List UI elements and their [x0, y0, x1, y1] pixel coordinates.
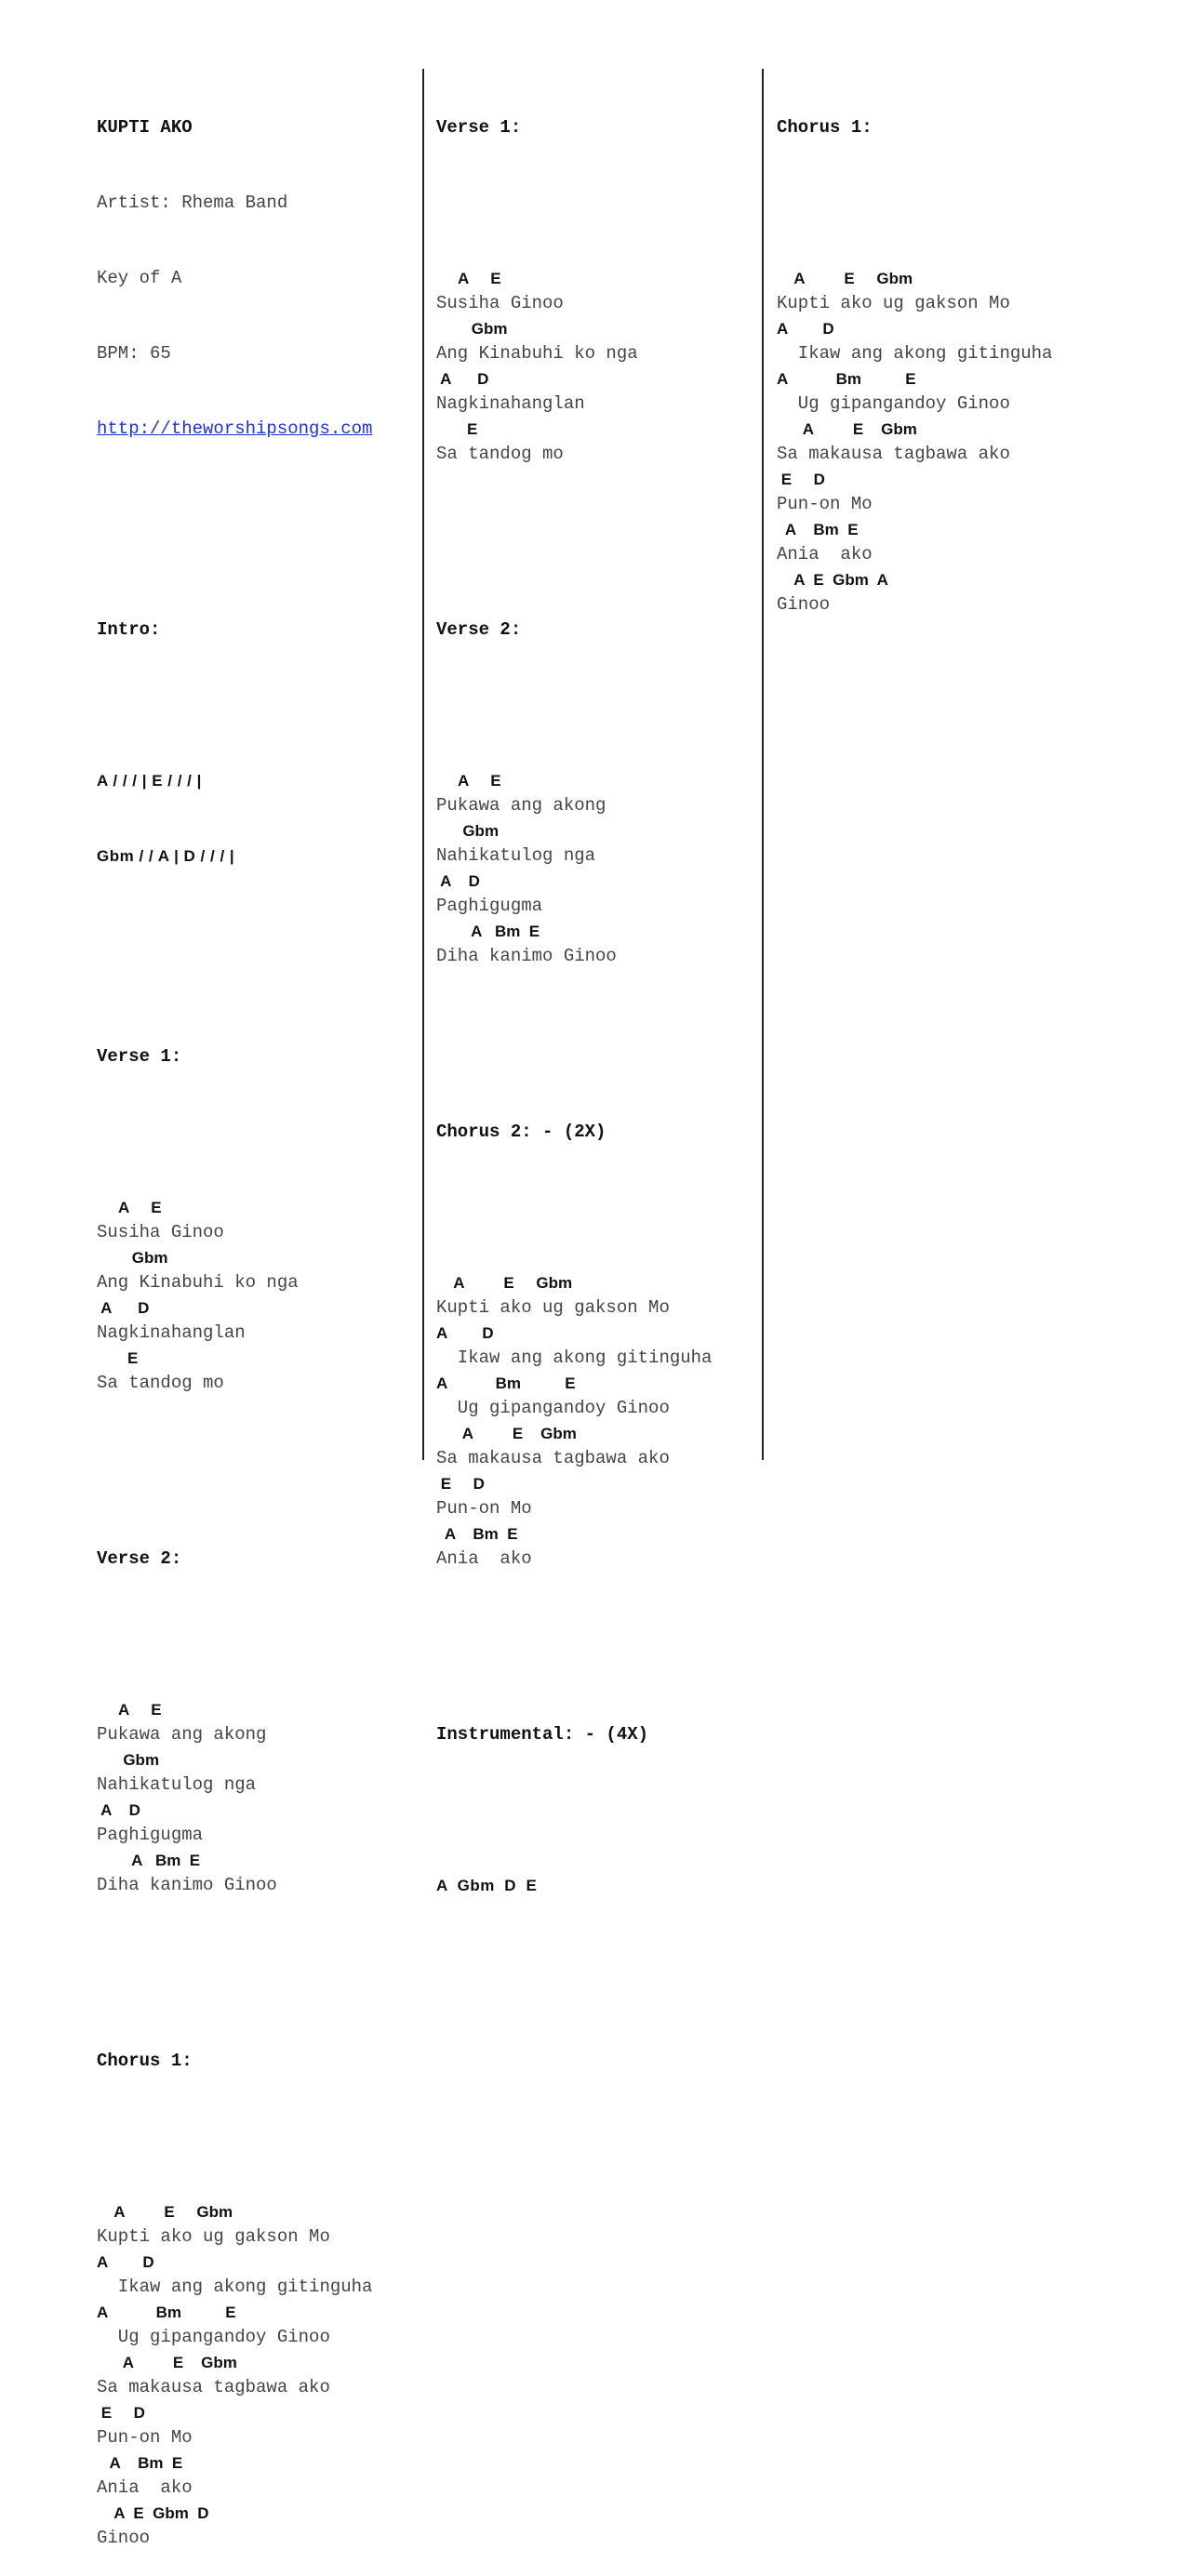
lyric-line: Sa tandog mo [436, 444, 564, 464]
lyric-line: Susiha Ginoo [97, 1222, 224, 1242]
lyric-line: Kupti ako ug gakson Mo [97, 2226, 330, 2247]
chord-line: A E Gbm [436, 1274, 573, 1292]
chord-line: A E Gbm [777, 420, 917, 438]
chord-line: A E Gbm [436, 1425, 577, 1442]
chord-line: A Bm E [436, 923, 540, 940]
chord-line: Gbm [97, 1751, 160, 1769]
lyric-line: Ania ako [97, 2477, 193, 2498]
chord-line: Gbm [436, 320, 508, 338]
lyric-line: Kupti ako ug gakson Mo [436, 1297, 670, 1318]
chord-line: A D [97, 1299, 150, 1317]
chord-line: A Bm E [777, 370, 916, 388]
intro-progression-line: A / / / | E / / / | [97, 772, 202, 790]
song-key: Key of A [97, 268, 182, 288]
lyric-line: Nagkinahanglan [436, 393, 585, 414]
lyric-line: Ug gipangandoy Ginoo [777, 393, 1010, 414]
lyric-line: Pun-on Mo [436, 1498, 532, 1519]
chord-line: A Bm E [436, 1374, 576, 1392]
chord-line: A Bm E [777, 521, 859, 538]
lyric-line: Ikaw ang akong gitinguha [436, 1348, 713, 1368]
column-1 [97, 65, 372, 2576]
section-heading-chorus-2: Chorus 2: - (2X) [436, 1122, 606, 1142]
section-heading-chorus-1: Chorus 1: [777, 117, 873, 138]
song-bpm: BPM: 65 [97, 343, 171, 364]
lyric-line: Sa makausa tagbawa ako [97, 2377, 330, 2397]
lyric-line: Nahikatulog nga [97, 1774, 257, 1795]
lyric-line: Diha kanimo Ginoo [97, 1875, 277, 1895]
lyric-line: Paghigugma [97, 1825, 204, 1845]
column-3 [777, 65, 1052, 643]
song-artist: Artist: Rhema Band [97, 193, 288, 213]
lyric-line: Ikaw ang akong gitinguha [777, 343, 1053, 364]
section-heading-chorus-1: Chorus 1: [97, 2051, 193, 2071]
lyric-line: Ug gipangandoy Ginoo [436, 1398, 670, 1418]
chord-line: A Bm E [97, 2454, 183, 2472]
chord-line: A E [436, 270, 501, 287]
lyric-line: Diha kanimo Ginoo [436, 946, 617, 966]
section-verse-1 [436, 266, 712, 467]
source-link[interactable]: http://theworshipsongs.com [97, 418, 373, 439]
lyric-line: Ug gipangandoy Ginoo [97, 2327, 330, 2347]
lyric-line: Nahikatulog nga [436, 845, 596, 866]
chord-line: Gbm [97, 1249, 168, 1267]
section-verse-1 [97, 1195, 372, 1396]
intro-progression-line: Gbm / / A | D / / / | [97, 847, 235, 865]
chord-line: A E Gbm [777, 270, 913, 287]
section-chorus-1 [777, 266, 1052, 617]
chord-line: E [97, 1349, 139, 1367]
lyric-line: Ang Kinabuhi ko nga [97, 1272, 299, 1293]
column-divider-left [422, 69, 424, 1460]
section-verse-2 [97, 1697, 372, 1898]
lyric-line: Kupti ako ug gakson Mo [777, 293, 1010, 313]
song-title: KUPTI AKO [97, 117, 193, 138]
chord-line: E D [97, 2404, 145, 2422]
chord-line: A E [97, 1199, 162, 1216]
lyric-line: Sa makausa tagbawa ako [436, 1448, 670, 1468]
section-heading-verse-2: Verse 2: [436, 619, 522, 640]
lyric-line: Ang Kinabuhi ko nga [436, 343, 638, 364]
lyric-line: Pun-on Mo [777, 494, 873, 514]
chord-line: A D [436, 370, 489, 388]
chord-line: A E Gbm A [777, 571, 888, 589]
lyric-line: Ginoo [777, 594, 831, 615]
chord-line: A E Gbm [97, 2203, 233, 2221]
chord-line: A E [436, 772, 501, 790]
lyric-line: Ginoo [97, 2528, 151, 2548]
chord-line: E D [777, 471, 825, 488]
chord-line: Gbm [436, 822, 500, 840]
section-heading-instrumental: Instrumental: - (4X) [436, 1724, 649, 1745]
chord-line: A Bm E [97, 1852, 201, 1869]
section-heading-intro: Intro: [97, 619, 161, 640]
chord-line: A E Gbm D [97, 2504, 209, 2522]
section-chorus-2 [436, 1270, 712, 1572]
chord-line: A E [97, 1701, 162, 1719]
chord-line: A Bm E [97, 2304, 236, 2321]
lyric-line: Ikaw ang akong gitinguha [97, 2277, 373, 2297]
lyric-line: Sa tandog mo [97, 1373, 224, 1393]
instrumental-progression-line: A Gbm D E [436, 1877, 538, 1894]
chord-line: A D [97, 2253, 154, 2271]
section-heading-verse-2: Verse 2: [97, 1548, 182, 1569]
section-verse-2 [436, 768, 712, 969]
chord-line: A D [436, 1324, 494, 1342]
column-2 [436, 65, 712, 1923]
lyric-line: Pun-on Mo [97, 2427, 193, 2448]
chord-line: E [436, 420, 478, 438]
chord-line: A D [777, 320, 834, 338]
lyric-line: Susiha Ginoo [436, 293, 564, 313]
lyric-line: Ania ako [777, 544, 873, 564]
chord-line: A Bm E [436, 1525, 518, 1543]
lyric-line: Sa makausa tagbawa ako [777, 444, 1010, 464]
chord-line: A E Gbm [97, 2354, 237, 2371]
chord-line: E D [436, 1475, 485, 1493]
lyric-line: Nagkinahanglan [97, 1322, 246, 1343]
lyric-line: Ania ako [436, 1548, 532, 1569]
section-heading-verse-1: Verse 1: [436, 117, 522, 138]
lyric-line: Paghigugma [436, 896, 543, 916]
lyric-line: Pukawa ang akong [436, 795, 606, 816]
section-heading-verse-1: Verse 1: [97, 1046, 182, 1067]
column-divider-right [762, 69, 764, 1460]
lyric-line: Pukawa ang akong [97, 1724, 267, 1745]
chord-line: A D [97, 1801, 140, 1819]
chord-line: A D [436, 872, 480, 890]
section-chorus-1 [97, 2199, 372, 2551]
